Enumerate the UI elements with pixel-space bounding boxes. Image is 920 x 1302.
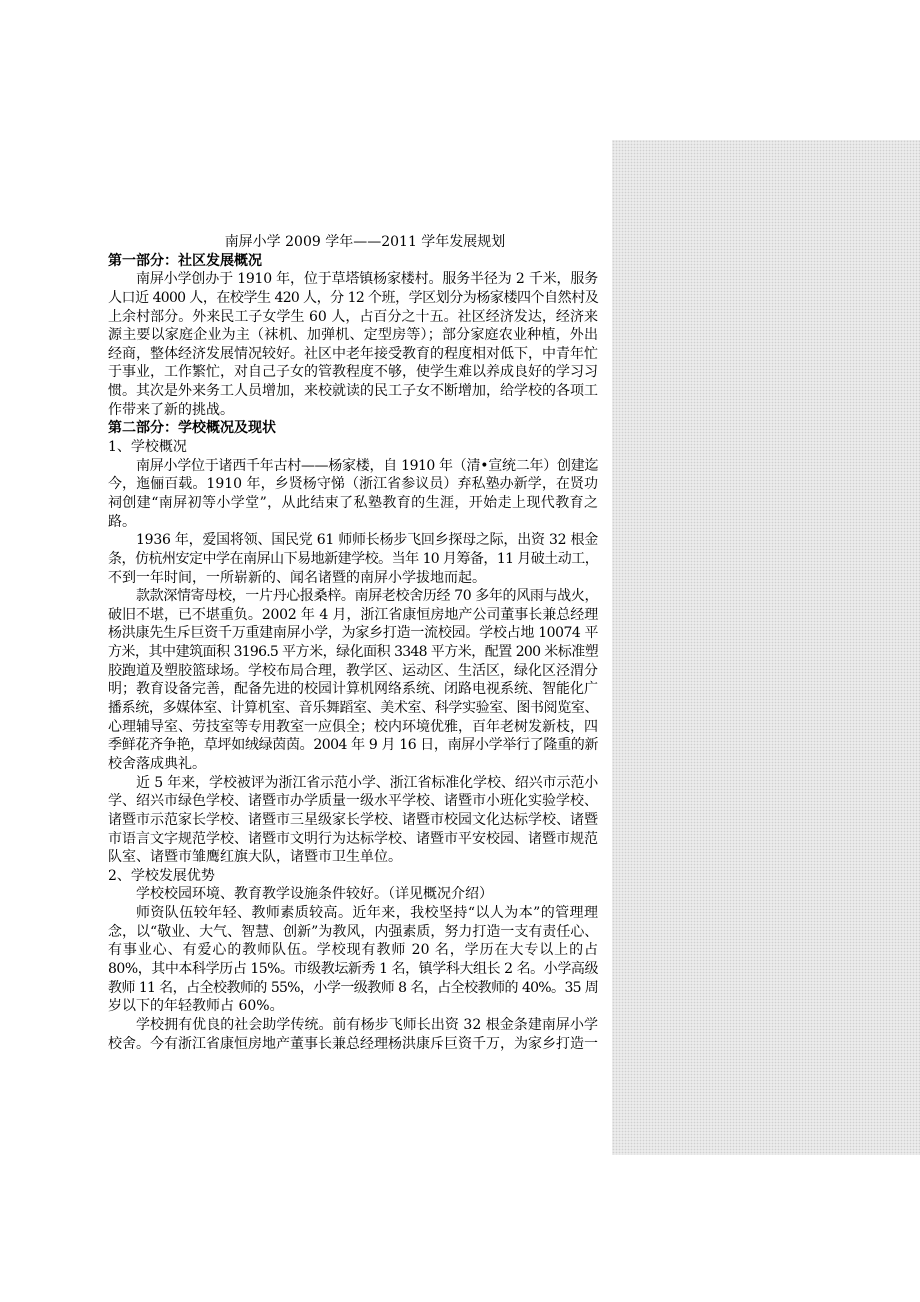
- paragraph: [108, 885, 598, 904]
- paragraph-line: 款款深情寄母校，一片丹心报桑梓。南屏老校舍历经 70 多年的风雨与战火，: [136, 588, 598, 605]
- paragraph-line: 南屏小学位于诸西千年古村——杨家楼，自 1910 年（清•宣统二年）创建迄: [136, 457, 598, 474]
- paragraph-line: 诸暨市示范家长学校、诸暨市三星级家长学校、诸暨市校园文化达标学校、诸暨: [108, 811, 598, 828]
- paragraph-line: 今，迤俪百载。1910 年，乡贤杨守悌（浙江省参议员）弃私塾办新学，在贤功: [108, 476, 598, 493]
- paragraph: [108, 904, 598, 1016]
- paragraph-line: 市语言文字规范学校、诸暨市文明行为达标学校、诸暨市平安校园、诸暨市规范: [108, 830, 598, 847]
- paragraph-line: 祠创建“南屏初等小学堂”，从此结束了私塾教育的生涯，开始走上现代教育之: [108, 494, 598, 511]
- paragraph-line: 学校拥有优良的社会助学传统。前有杨步飞师长出资 32 根金条建南屏小学: [136, 1016, 598, 1033]
- paragraph-line: 上余村部分。外来民工子女学生 60 人，占百分之十五。社区经济发达，经济来: [108, 308, 598, 325]
- paragraph-line: 校舍。今有浙江省康恒房地产董事长兼总经理杨洪康斥巨资千万，为家乡打造一: [108, 1035, 598, 1052]
- paragraph-line: 杨洪康先生斥巨资千万重建南屏小学，为家乡打造一流校园。学校占地 10074 平: [108, 625, 598, 642]
- paragraph-line: 校舍落成典礼。: [108, 755, 206, 772]
- paragraph-line: 播系统，多媒体室、计算机室、音乐舞蹈室、美术室、科学实验室、图书阅览室、: [108, 700, 598, 717]
- paragraph-line: 1936 年，爱国将领、国民党 61 师师长杨步飞回乡探母之际，出资 32 根金: [136, 532, 598, 549]
- comment-margin-panel: [612, 140, 920, 1155]
- section-heading: 第二部分：学校概况及现状: [108, 420, 276, 437]
- paragraph-line: 有事业心、有爱心的教师队伍。学校现有教师 20 名，学历在大专以上的占: [108, 942, 598, 959]
- paragraph-line: 源主要以家庭企业为主（袜机、加弹机、定型房等）；部分家庭农业种植，外出: [108, 327, 598, 344]
- section-heading: 第一部分：社区发展概况: [108, 252, 262, 269]
- paragraph-line: 近 5 年来，学校被评为浙江省示范小学、浙江省标准化学校、绍兴市示范小: [136, 774, 598, 791]
- paragraph-line: 方米，其中建筑面积 3196.5 平方米，绿化面积 3348 平方米，配置 200 米标准塑: [108, 644, 598, 661]
- paragraph-line: 学校校园环境、教育教学设施条件较好。（详见概况介绍）: [136, 886, 493, 903]
- paragraph-line: 师资队伍较年轻、教师素质较高。近年来，我校坚持“以人为本”的管理理: [136, 905, 598, 922]
- paragraph: [108, 531, 598, 587]
- subsection-heading: 2、学校发展优势: [108, 867, 215, 884]
- paragraph-line: 经商，整体经济发展情况较好。社区中老年接受教育的程度相对低下，中青年忙: [108, 345, 598, 362]
- subsection-heading: 1、学校概况: [108, 439, 187, 456]
- document-title: 南屏小学 2009 学年——2011 学年发展规划: [224, 234, 506, 250]
- paragraph-line: 于事业，工作繁忙，对自己子女的管教程度不够，使学生难以养成良好的学习习: [108, 364, 598, 381]
- paragraph: [108, 270, 598, 419]
- paragraph-line: 队室、诸暨市雏鹰红旗大队，诸暨市卫生单位。: [108, 849, 402, 866]
- paragraph-line: 岁以下的年轻教师占 60%。: [108, 998, 284, 1015]
- paragraph-line: 作带来了新的挑战。: [108, 401, 234, 418]
- paragraph: [108, 457, 598, 532]
- paragraph-line: 学、绍兴市绿色学校、诸暨市办学质量一级水平学校、诸暨市小班化实验学校、: [108, 793, 598, 810]
- paragraph: [108, 774, 598, 867]
- paragraph-line: 胶跑道及塑胶篮球场。学校布局合理，教学区、运动区、生活区，绿化区泾渭分: [108, 662, 598, 679]
- paragraph-line: 教师 11 名，占全校教师的 55%，小学一级教师 8 名，占全校教师的 40%。35 周: [108, 979, 598, 996]
- paragraph-line: 惯。其次是外来务工人员增加，来校就读的民工子女不断增加，给学校的各项工: [108, 383, 598, 400]
- document-body: [108, 233, 598, 1053]
- paragraph-line: 条，仿杭州安定中学在南屏山下易地新建学校。当年 10 月筹备，11 月破土动工，: [108, 550, 598, 567]
- paragraph-line: 明；教育设备完善，配备先进的校园计算机网络系统、闭路电视系统、智能化广: [108, 681, 598, 698]
- paragraph-line: 路。: [108, 513, 136, 530]
- paragraph-line: 人口近 4000 人，在校学生 420 人，分 12 个班，学区划分为杨家楼四个自然村及: [108, 289, 598, 306]
- paragraph-line: 80%，其中本科学历占 15%。市级教坛新秀 1 名，镇学科大组长 2 名。小学高级: [108, 960, 598, 977]
- paragraph: [108, 587, 598, 773]
- paragraph-line: 不到一年时间，一所崭新的、闻名诸暨的南屏小学拔地而起。: [108, 569, 486, 586]
- paragraph-line: 念，以“敬业、大气、智慧、创新”为教风，内强素质，努力打造一支有责任心、: [108, 923, 599, 940]
- paragraph-line: 破旧不堪，已不堪重负。2002 年 4 月，浙江省康恒房地产公司董事长兼总经理: [108, 606, 598, 623]
- paragraph-line: 季鲜花齐争艳，草坪如绒绿茵茵。2004 年 9 月 16 日，南屏小学举行了隆重的新: [108, 737, 598, 754]
- paragraph-line: 心理辅导室、劳技室等专用教室一应俱全；校内环境优雅，百年老树发新枝，四: [108, 718, 598, 735]
- paragraph: [108, 1016, 598, 1053]
- paragraph-line: 南屏小学创办于 1910 年，位于草塔镇杨家楼村。服务半径为 2 千米，服务: [136, 271, 598, 288]
